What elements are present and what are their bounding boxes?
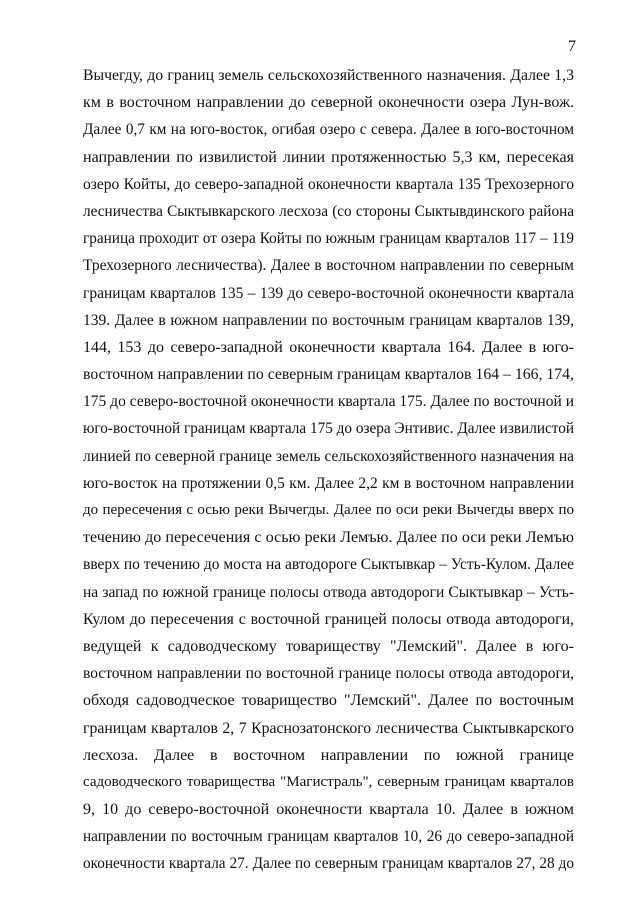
text-line: Вычегду, до границ земель сельскохозяйственного назначения. Далее 1,3 — [83, 67, 574, 84]
text-line: оконечности квартала 27. Далее по северным границам кварталов 27, 28 до — [83, 855, 574, 873]
body-text — [83, 62, 574, 878]
text-line: Кулом до пересечения с восточной границей полосы отвода автодороги, — [83, 610, 574, 628]
text-line: юго-восток на протяжении 0,5 км. Далее 2,2 км в восточном направлении — [83, 474, 574, 492]
text-line: Трехозерного лесничества). Далее в восточном направлении по северным — [83, 257, 574, 275]
text-line: км в восточном направлении до северной оконечности озера Лун-вож. — [83, 94, 574, 112]
text-line: течению до пересечения с осью реки Лемъю. Далее по оси реки Лемъю — [83, 529, 574, 547]
text-line: ведущей к садоводческому товариществу "Лемский". Далее в юго- — [83, 637, 574, 655]
text-line: вверх по течению до моста на автодороге Сыктывкар – Усть-Кулом. Далее — [83, 556, 574, 574]
text-line: граница проходит от озера Койты по южным границам кварталов 117 – 119 — [83, 230, 574, 248]
text-line: озеро Койты, до северо-западной оконечности квартала 135 Трехозерного — [83, 175, 574, 193]
text-line: лесхоза. Далее в восточном направлении по южной границе — [83, 746, 574, 764]
text-line: лесничества Сыктывкарского лесхоза (со стороны Сыктывдинского района — [83, 202, 574, 220]
text-line: восточном направлении по восточной границе полосы отвода автодороги, — [83, 665, 574, 683]
text-line: юго-восточной границам квартала 175 до озера Энтивис. Далее извилистой — [83, 420, 574, 438]
text-line: 144, 153 до северо-западной оконечности квартала 164. Далее в юго- — [83, 338, 574, 356]
text-line: садоводческого товарищества "Магистраль", северным границам кварталов — [83, 773, 574, 790]
text-line: направлении по восточным границам кварталов 10, 26 до северо-западной — [83, 828, 574, 846]
text-line: 9, 10 до северо-восточной оконечности квартала 10. Далее в южном — [83, 801, 574, 819]
text-line: 139. Далее в южном направлении по восточным границам кварталов 139, — [83, 311, 574, 329]
text-line: восточном направлении по северным границам кварталов 164 – 166, 174, — [83, 366, 574, 384]
text-line: на запад по южной границе полосы отвода автодороги Сыктывкар – Усть- — [83, 583, 574, 601]
text-line: направлении по извилистой линии протяженностью 5,3 км, пересекая — [83, 148, 574, 166]
text-line: границам кварталов 2, 7 Краснозатонского лесничества Сыктывкарского — [83, 719, 574, 737]
text-line: обходя садоводческое товарищество "Лемский". Далее по восточным — [83, 692, 574, 710]
page-number: 7 — [568, 38, 576, 55]
text-line: линией по северной границе земель сельскохозяйственного назначения на — [83, 447, 574, 465]
text-line: Далее 0,7 км на юго-восток, огибая озеро с севера. Далее в юго-восточном — [83, 121, 574, 139]
text-line: 175 до северо-восточной оконечности квартала 175. Далее по восточной и — [83, 393, 574, 411]
text-line: границам кварталов 135 – 139 до северо-восточной оконечности квартала — [83, 284, 574, 302]
text-line: до пересечения с осью реки Вычегды. Далее по оси реки Вычегды вверх по — [83, 502, 574, 518]
